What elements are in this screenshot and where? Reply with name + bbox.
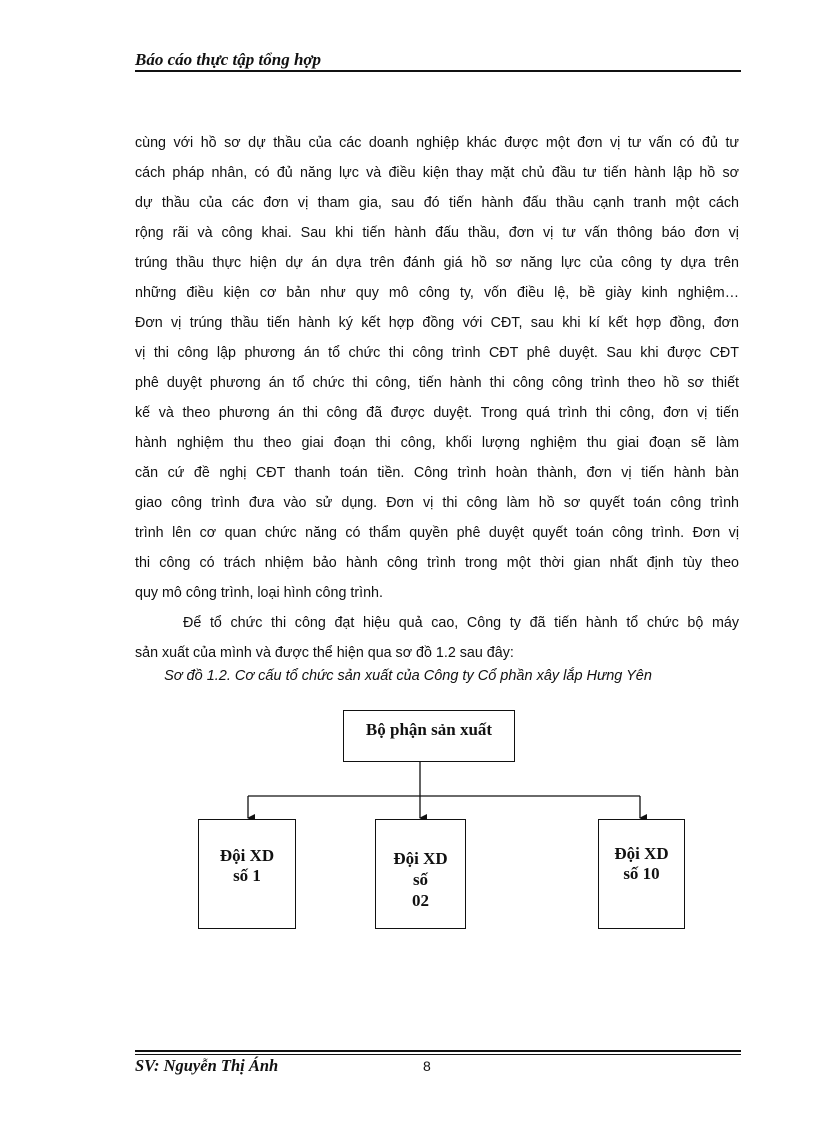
text-line: căn cứ đề nghị CĐT thanh toán tiền. Công trình hoàn thành, đơn vị tiến hành bàn <box>135 465 739 481</box>
text-line: giao công trình đưa vào sử dụng. Đơn vị thi công làm hồ sơ quyết toán công trình <box>135 495 739 511</box>
box-team-10 <box>598 819 685 929</box>
text-line: vị thi công lập phương án tổ chức thi công trình CĐT phê duyệt. Sau khi được CĐT <box>135 345 739 361</box>
text-line: trình lên cơ quan chức năng có thẩm quyền phê duyệt quyết toán công trình. Đơn vị <box>135 525 739 541</box>
box-team-02 <box>375 819 466 929</box>
header-divider <box>135 70 741 72</box>
text-line: quy mô công trình, loại hình công trình. <box>135 585 383 601</box>
box-label: 02 <box>412 891 429 910</box>
box-team-1 <box>198 819 296 929</box>
box-root-production-department <box>343 710 515 762</box>
header-title: Báo cáo thực tập tổng hợp <box>135 50 322 69</box>
text-line: trúng thầu thực hiện dự án dựa trên đánh giá hồ sơ năng lực của công ty dựa trên <box>135 255 739 271</box>
text-line: dự thầu của các đơn vị tham gia, sau đó tiến hành đấu thầu cạnh tranh một cách <box>135 195 739 211</box>
text-line: cách pháp nhân, có đủ năng lực và điều kiện thay mặt chủ đầu tư tiến hành lập hồ sơ <box>135 165 739 181</box>
text-line: cùng với hồ sơ dự thầu của các doanh nghiệp khác được một đơn vị tư vấn có đủ tư <box>135 135 739 151</box>
footer-author: SV: Nguyễn Thị Ánh <box>135 1056 279 1075</box>
body-paragraph <box>135 131 739 671</box>
text-line: hành nghiệm thu theo giai đoạn thi công, khối lượng nghiệm thu giai đoạn sẽ làm <box>135 435 739 451</box>
text-line: rộng rãi và công khai. Sau khi tiến hành đấu thầu, đơn vị tư vấn thông báo đơn vị <box>135 225 739 241</box>
footer-divider <box>135 1050 741 1052</box>
box-label: Bộ phận sản xuất <box>365 720 493 739</box>
text-line: sản xuất của mình và được thể hiện qua sơ đồ 1.2 sau đây: <box>135 645 514 661</box>
text-line: thi công có trách nhiệm bảo hành công trình trong một thời gian nhất định tùy theo <box>135 555 739 571</box>
box-label: Đội XD <box>614 844 669 863</box>
box-label: số 10 <box>623 864 660 883</box>
text-line: Để tổ chức thi công đạt hiệu quả cao, Công ty đã tiến hành tổ chức bộ máy <box>183 615 739 631</box>
text-line: phê duyệt phương án tổ chức thi công, tiến hành thi công công trình theo hồ sơ thiết <box>135 375 739 391</box>
text-line: Đơn vị trúng thầu tiến hành ký kết hợp đồng với CĐT, sau khi kí kết hợp đồng, đơn <box>135 315 739 331</box>
box-label: Đội XD <box>219 846 275 865</box>
diagram-caption: Sơ đồ 1.2. Cơ cấu tổ chức sản xuất của Công ty Cổ phần xây lắp Hưng Yên <box>164 668 652 684</box>
box-label: Đội XD <box>393 849 448 868</box>
page-number: 8 <box>423 1058 431 1074</box>
box-label: số <box>412 870 429 889</box>
box-label: số 1 <box>233 866 261 885</box>
footer-divider-thin <box>135 1054 741 1055</box>
text-line: kế và theo phương án thi công đã được duyệt. Trong quá trình thi công, đơn vị tiến <box>135 405 739 421</box>
text-line: những điều kiện cơ bản như quy mô công ty, vốn điều lệ, bề giày kinh nghiệm… <box>135 285 739 301</box>
